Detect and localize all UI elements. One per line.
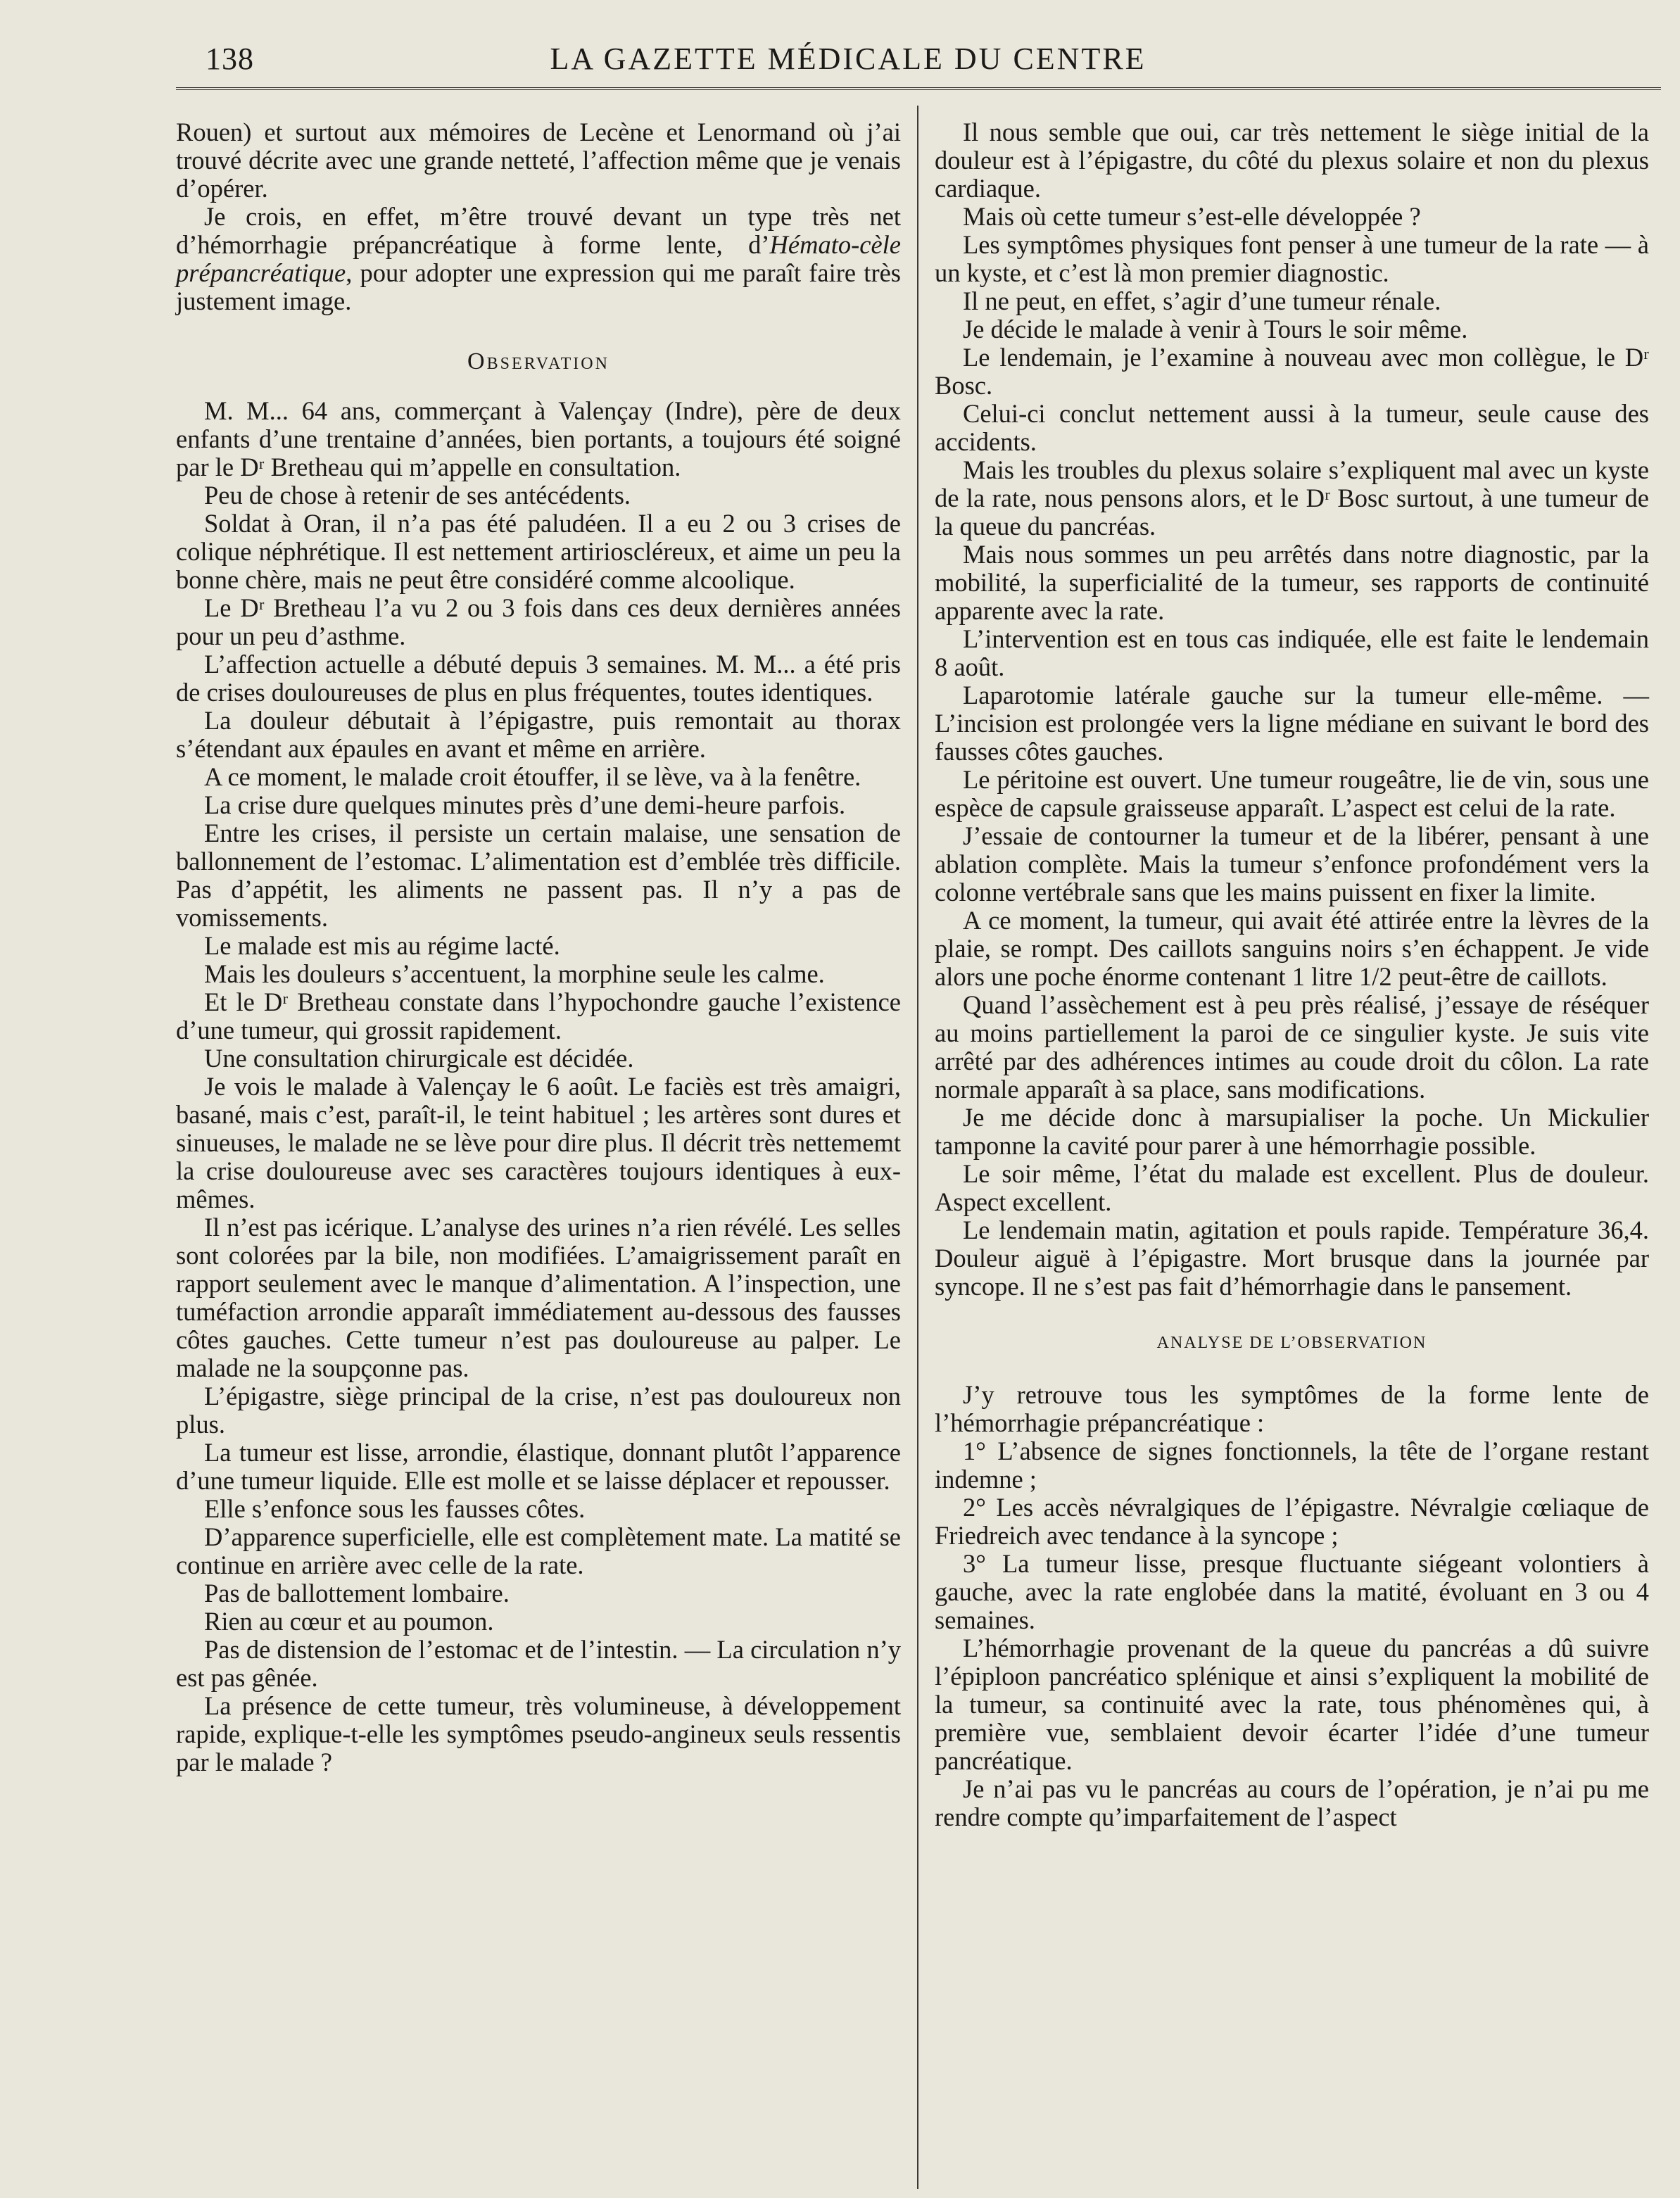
paragraph: Entre les crises, il persiste un certain malaise, une sensation de ballonnement de l’estomac. L’alimentation est d’emblée très difficile. Pas d’appétit, les aliments ne passent pas. Il n’y a pas de vomissements. <box>176 819 901 932</box>
paragraph: Rouen) et surtout aux mémoires de Lecène et Lenormand où j’ai trouvé décrite avec une grande netteté, l’affection même que je venais d’opérer. <box>176 118 901 203</box>
paragraph: Mais nous sommes un peu arrêtés dans notre diagnostic, par la mobilité, la superficialité de la tumeur, ses rapports de continuité apparente avec la rate. <box>935 540 1649 625</box>
paragraph: Le lendemain, je l’examine à nouveau avec mon collègue, le Dʳ Bosc. <box>935 343 1649 400</box>
paragraph: La crise dure quelques minutes près d’une demi-heure parfois. <box>204 790 846 819</box>
paragraph: Le Dʳ Bretheau l’a vu 2 ou 3 fois dans ces deux dernières années pour un peu d’asthme. <box>176 593 901 650</box>
paragraph: Peu de chose à retenir de ses antécédents. <box>204 481 631 510</box>
section-heading-analysis: ANALYSE DE L’OBSERVATION <box>1156 1334 1427 1352</box>
paragraph: Mais où cette tumeur s’est-elle développée ? <box>963 202 1421 231</box>
paragraph: Elle s’enfonce sous les fausses côtes. <box>204 1494 586 1523</box>
paragraph: Soldat à Oran, il n’a pas été paludéen. Il a eu 2 ou 3 crises de colique néphrétique. Il est nettement artirioscléreux, et aime un peu la bonne chère, mais ne peut être considéré comme alcoolique. <box>176 509 901 594</box>
paragraph: Le malade est mis au régime lacté. <box>204 931 560 960</box>
paragraph: L’épigastre, siège principal de la crise, n’est pas douloureux non plus. <box>176 1382 901 1439</box>
paragraph: La douleur débutait à l’épigastre, puis remontait au thorax s’étendant aux épaules en avant et même en arrière. <box>176 706 901 763</box>
paragraph: L’hémorrhagie provenant de la queue du pancréas a dû suivre l’épiploon pancréatico splénique et ainsi s’expliquent la mobilité de la tumeur, sa continuité avec la rate, tous phénomènes qui, à première vue, semblaient devoir écarter l’idée d’une tumeur pancréatique. <box>935 1634 1649 1775</box>
paragraph: Je crois, en effet, m’être trouvé devant un type très net d’hémorrhagie prépancréatique à forme lente, d’Hémato-cèle prépancréatique, pour adopter une expression qui me paraît faire très justement image. <box>176 202 901 315</box>
paragraph: A ce moment, le malade croit étouffer, il se lève, va à la fenêtre. <box>204 762 861 791</box>
paragraph: Les symptômes physiques font penser à une tumeur de la rate — à un kyste, et c’est là mon premier diagnostic. <box>935 230 1649 287</box>
paragraph: Je n’ai pas vu le pancréas au cours de l’opération, je n’ai pu me rendre compte qu’imparfaitement de l’aspect <box>935 1774 1649 1831</box>
section-heading-observation: Observation <box>467 348 610 374</box>
page-number: 138 <box>206 42 254 76</box>
paragraph: Il nous semble que oui, car très nettement le siège initial de la douleur est à l’épigastre, du côté du plexus solaire et non du plexus cardiaque. <box>935 118 1649 203</box>
paragraph: 3° La tumeur lisse, presque fluctuante siégeant volontiers à gauche, avec la rate englobée dans la matité, évoluant en 3 ou 4 semaines. <box>935 1549 1649 1634</box>
paragraph: A ce moment, la tumeur, qui avait été attirée entre la lèvres de la plaie, se rompt. Des caillots sanguins noirs s’en échappent. Je vide alors une poche énorme contenant 1 litre 1/2 peut-être de caillots. <box>935 906 1649 991</box>
paragraph: Le lendemain matin, agitation et pouls rapide. Température 36,4. Douleur aiguë à l’épigastre. Mort brusque dans la journée par syncope. Il ne s’est pas fait d’hémorrhagie dans le pansement. <box>935 1215 1649 1301</box>
page-header <box>176 37 1520 79</box>
paragraph: Le péritoine est ouvert. Une tumeur rougeâtre, lie de vin, sous une espèce de capsule graisseuse apparaît. L’aspect est celui de la rate. <box>935 765 1649 822</box>
paragraph: Pas de ballottement lombaire. <box>204 1579 510 1608</box>
paragraph: M. M... 64 ans, commerçant à Valençay (Indre), père de deux enfants d’une trentaine d’années, bien portants, a toujours été soigné par le Dʳ Bretheau qui m’appelle en consultation. <box>176 396 901 481</box>
paragraph: 2° Les accès névralgiques de l’épigastre. Névralgie cœliaque de Friedreich avec tendance à la syncope ; <box>935 1493 1649 1550</box>
paragraph: Je décide le malade à venir à Tours le soir même. <box>963 315 1468 343</box>
paragraph: Mais les troubles du plexus solaire s’expliquent mal avec un kyste de la rate, nous pensons alors, et le Dʳ Bosc surtout, à une tumeur de la queue du pancréas. <box>935 455 1649 541</box>
paragraph: L’affection actuelle a débuté depuis 3 semaines. M. M... a été pris de crises douloureuses de plus en plus fréquentes, toutes identiques. <box>176 650 901 707</box>
left-column <box>176 118 901 1776</box>
right-column <box>935 118 1649 1831</box>
paragraph: Il ne peut, en effet, s’agir d’une tumeur rénale. <box>963 286 1441 315</box>
paragraph: J’essaie de contourner la tumeur et de la libérer, pensant à une ablation complète. Mais la tumeur s’enfonce profondément vers la colonne vertébrale sans que les mains puissent en fixer la limite. <box>935 821 1649 907</box>
header-rule <box>176 87 1661 90</box>
column-divider <box>917 106 918 2189</box>
paragraph: La tumeur est lisse, arrondie, élastique, donnant plutôt l’apparence d’une tumeur liquide. Elle est molle et se laisse déplacer et repousser. <box>176 1438 901 1495</box>
paragraph: Laparotomie latérale gauche sur la tumeur elle-même. — L’incision est prolongée vers la ligne médiane en suivant le bord des fausses côtes gauches. <box>935 681 1649 766</box>
paragraph: Je me décide donc à marsupialiser la poche. Un Mickulier tamponne la cavité pour parer à une hémorrhagie possible. <box>935 1103 1649 1160</box>
paragraph: J’y retrouve tous les symptômes de la forme lente de l’hémorrhagie prépancréatique : <box>935 1380 1649 1437</box>
paragraph: Quand l’assèchement est à peu près réalisé, j’essaye de réséquer au moins partiellement la paroi de ce singulier kyste. Je suis vite arrêté par des adhérences intimes au coude droit du côlon. La rate normale apparaît à sa place, sans modifications. <box>935 990 1649 1104</box>
paragraph: Et le Dʳ Bretheau constate dans l’hypochondre gauche l’existence d’une tumeur, qui grossit rapidement. <box>176 987 901 1044</box>
paragraph: Pas de distension de l’estomac et de l’intestin. — La circulation n’y est pas gênée. <box>176 1635 901 1692</box>
paragraph: Celui-ci conclut nettement aussi à la tumeur, seule cause des accidents. <box>935 399 1649 456</box>
paragraph: Le soir même, l’état du malade est excellent. Plus de douleur. Aspect excellent. <box>935 1159 1649 1216</box>
paragraph: La présence de cette tumeur, très volumineuse, à développement rapide, explique-t-elle les symptômes pseudo-angineux seuls ressentis par le malade ? <box>176 1691 901 1776</box>
running-title: LA GAZETTE MÉDICALE DU CENTRE <box>550 42 1147 76</box>
left-paragraphs <box>176 397 901 1776</box>
paragraph: L’intervention est en tous cas indiquée, elle est faite le lendemain 8 août. <box>935 624 1649 681</box>
paragraph: 1° L’absence de signes fonctionnels, la tête de l’organe restant indemne ; <box>935 1436 1649 1493</box>
paragraph: Je vois le malade à Valençay le 6 août. Le faciès est très amaigri, basané, mais c’est, paraît-il, le teint habituel ; les artères sont dures et sinueuses, le malade ne se lève pour dire plus. Il décrit très nettememt la crise douloureuse avec ses caractères toujours identiques à eux-mêmes. <box>176 1072 901 1213</box>
right-paragraphs-a <box>935 118 1649 1301</box>
paragraph: Une consultation chirurgicale est décidée. <box>204 1044 634 1073</box>
italic-term: Hémato-cèle prépancréatique <box>176 230 901 287</box>
paragraph: Mais les douleurs s’accentuent, la morphine seule les calme. <box>204 959 825 988</box>
right-paragraphs-b <box>935 1381 1649 1831</box>
paragraph: Il n’est pas icérique. L’analyse des urines n’a rien révélé. Les selles sont colorées par la bile, non modifiées. L’amaigrissement paraît en rapport seulement avec le manque d’alimentation. A l’inspection, une tuméfaction arrondie apparaît immédiatement au-dessous des fausses côtes gauches. Cette tumeur n’est pas douloureuse au palper. Le malade ne la soupçonne pas. <box>176 1213 901 1382</box>
paragraph: Rien au cœur et au poumon. <box>204 1607 494 1636</box>
paragraph: D’apparence superficielle, elle est complètement mate. La matité se continue en arrière avec celle de la rate. <box>176 1522 901 1579</box>
